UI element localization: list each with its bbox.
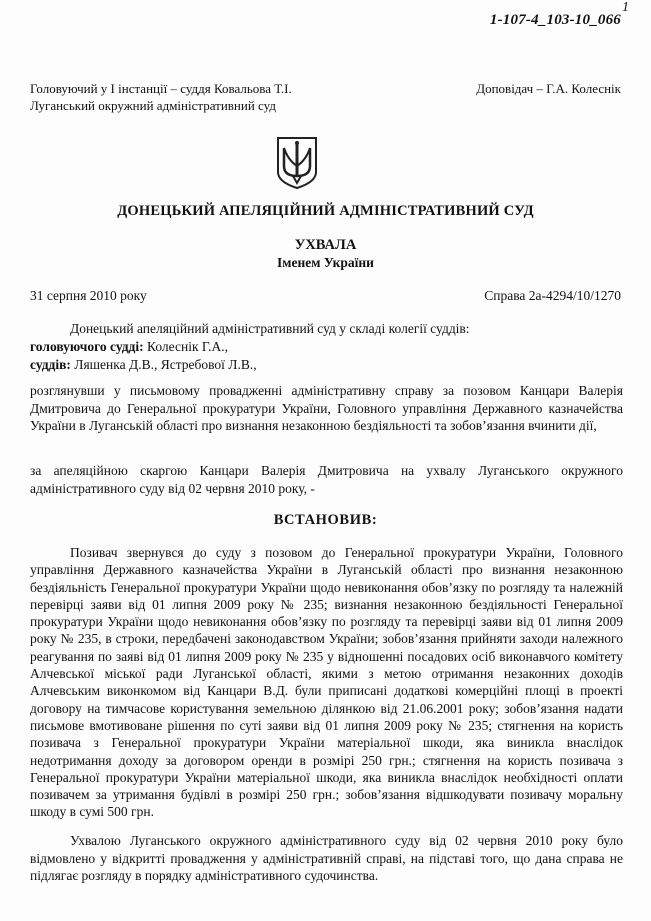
presiding-judge: Колеснік Г.А., — [143, 339, 229, 354]
trident-icon — [276, 136, 318, 190]
case-number: Справа 2а-4294/10/1270 — [484, 288, 621, 303]
ruling-paragraph: Ухвалою Луганського окружного адміністративного суду від 02 червня 2010 року було відмовлено у відкритті провадження у адміністративній справі, на підставі того, що дана справа не підлягає розгляду в порядку адміністративного судочинства. — [30, 833, 623, 883]
court-name: ДОНЕЦЬКИЙ АПЕЛЯЦІЙНИЙ АДМІНІСТРАТИВНИЙ СУД — [117, 203, 534, 219]
presiding-label: головуючого судді: — [30, 339, 144, 354]
judges-names: Ляшенка Д.В., Ястребової Л.В., — [70, 357, 257, 372]
document-title: УХВАЛА — [294, 237, 357, 253]
judges-line — [30, 356, 623, 374]
section-title: ВСТАНОВИВ: — [273, 512, 378, 528]
decision-date: 31 серпня 2010 року — [30, 288, 147, 303]
first-instance-judge: Головуючий у І інстанції – суддя Ковальова Т.І. — [30, 81, 292, 96]
corner-mark: 1 — [622, 0, 629, 15]
panel-intro: Донецький апеляційний адміністративний суд у складі колегії суддів: — [70, 321, 470, 336]
court-panel — [30, 320, 623, 374]
first-instance-court: Луганський окружний адміністративний суд — [30, 98, 276, 113]
document-reference: 1-107-4_103-10_066 — [489, 12, 621, 28]
case-description: розглянувши у письмовому провадженні адміністративну справу за позовом Канцари Валерія Дмитровича до Генеральної прокуратури України, Головного управління Державного казначейства України в Луганській області про визнання незаконною бездіяльності та зобов’язання вчинити дії, — [30, 383, 623, 433]
presiding-judge-line — [30, 338, 623, 356]
document-subtitle: Іменем України — [277, 255, 374, 270]
header-left — [30, 80, 292, 114]
claim-paragraph: Позивач звернувся до суду з позовом до Генеральної прокуратури України, Головного управління Державного казначейства України в Луганській області про визнання незаконною бездіяльність Генеральної прокуратури України щодо невиконання обов’язку по розгляду та належній перевірці заяви від 01 липня 2009 року № 235; визнання незаконною бездіяльності Генеральної прокуратури України щодо невиконання обов’язку по розгляду та перевірці заяви від 01 липня 2009 року № 235, в строки, передбачені законодавством України; зобов’язання прийняти заходи належного реагування по заяві від 01 липня 2009 року № 235 у відношенні посадових осіб виконавчого комітету Алчевської міської ради Луганської області, якими з метою отримання незаконних доходів Алчевським виконкомом від Канцари В.Д. були приписані додаткові комерційні площі в проекті договору на тимчасове користування земельною ділянкою від 21.06.2001 року; зобов’язання надати письмове вмотивоване рішення по суті заяви від 01 липня 2009 року № 235; стягнення на користь позивача з Генеральної прокуратури України матеріальної шкоди, яка виникла внаслідок недотримання доходу за договором оренди в розмірі 250 грн.; стягнення на користь позивача з Генеральної прокуратури України матеріальної шкоди, яка виникла внаслідок необхідності оплати позивачем за утримання будівлі в розмірі 250 грн.; зобов’язання відшкодувати позивачу моральну шкоду в сумі 500 грн. — [30, 545, 623, 820]
rapporteur: Доповідач – Г.А. Колеснік — [476, 81, 621, 96]
appeal-description: за апеляційною скаргою Канцари Валерія Дмитровича на ухвалу Луганського окружного адміністративного суду від 02 червня 2010 року, - — [30, 463, 623, 496]
judges-label: суддів: — [30, 357, 71, 372]
